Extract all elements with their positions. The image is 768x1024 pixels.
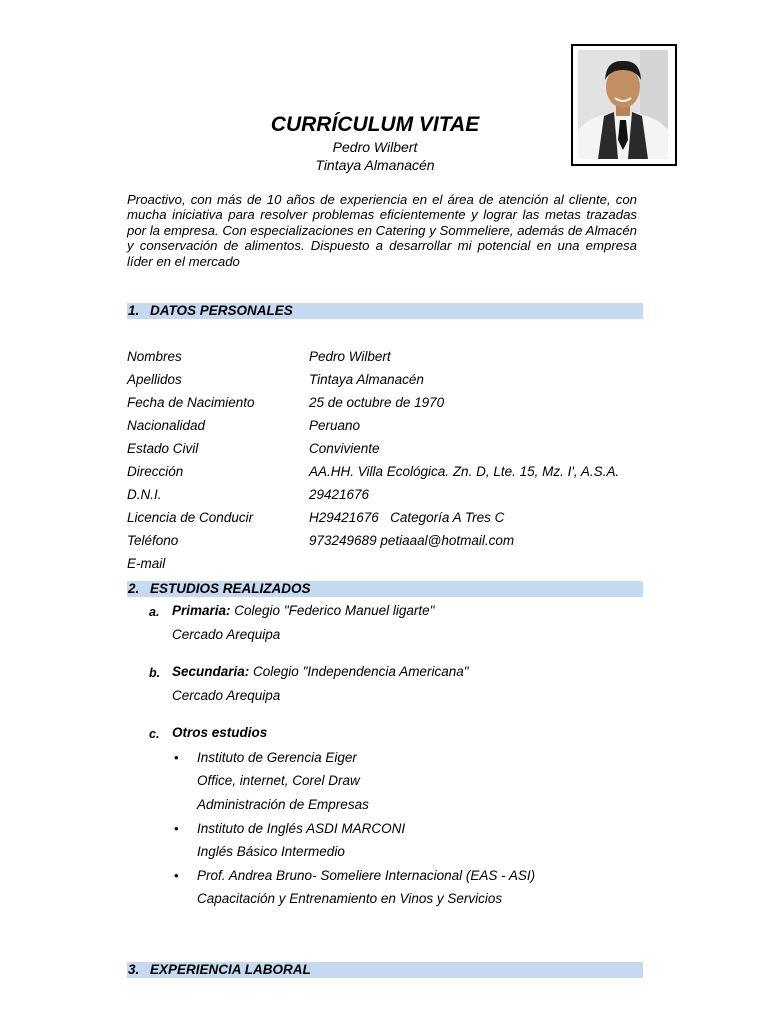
row-label: Licencia de Conducir bbox=[127, 510, 254, 525]
row-label: Nacionalidad bbox=[127, 418, 206, 433]
section-number: 3. bbox=[128, 962, 140, 977]
list-letter-c: c. bbox=[149, 727, 160, 741]
section-header-studies bbox=[127, 581, 643, 597]
bullet-icon: • bbox=[174, 868, 179, 883]
person-portrait-icon bbox=[578, 50, 668, 159]
study-secondary-place: Cercado Arequipa bbox=[172, 688, 281, 703]
section-header-personal bbox=[127, 303, 643, 319]
row-value: H29421676 Categoría A Tres C bbox=[309, 510, 505, 525]
row-label: Fecha de Nacimiento bbox=[127, 395, 255, 410]
row-label: Apellidos bbox=[127, 372, 182, 387]
row-value: Peruano bbox=[309, 418, 361, 433]
list-letter-b: b. bbox=[149, 666, 161, 680]
row-value: 973249689 petiaaal@hotmail.com bbox=[309, 533, 515, 548]
other-study-detail: Capacitación y Entrenamiento en Vinos y Servicios bbox=[197, 891, 503, 906]
header-first-names: Pedro Wilbert bbox=[332, 139, 418, 155]
header-last-names: Tintaya Almanacén bbox=[315, 157, 435, 173]
other-study-detail: Inglés Básico Intermedio bbox=[197, 844, 345, 859]
row-value: Tintaya Almanacén bbox=[309, 372, 424, 387]
other-study-name: Instituto de Inglés ASDI MARCONI bbox=[197, 821, 406, 836]
study-primary-place: Cercado Arequipa bbox=[172, 627, 281, 642]
row-value: 25 de octubre de 1970 bbox=[309, 395, 445, 410]
cv-title: CURRÍCULUM VITAE bbox=[270, 113, 480, 136]
row-value: Conviviente bbox=[309, 441, 380, 456]
other-studies-label: Otros estudios bbox=[172, 725, 268, 740]
study-school: Colegio "Independencia Americana" bbox=[249, 664, 469, 679]
study-school: Colegio "Federico Manuel ligarte" bbox=[230, 603, 435, 618]
study-level-label: Secundaria: bbox=[172, 664, 250, 679]
profile-photo bbox=[571, 44, 677, 166]
other-study-detail: Administración de Empresas bbox=[197, 797, 369, 812]
section-title: EXPERIENCIA LABORAL bbox=[150, 962, 311, 977]
row-label: D.N.I. bbox=[127, 487, 162, 502]
study-level-label: Primaria: bbox=[172, 603, 231, 618]
study-primary bbox=[172, 602, 434, 620]
bullet-icon: • bbox=[174, 821, 179, 836]
section-number: 1. bbox=[128, 303, 140, 318]
row-value: 29421676 bbox=[309, 487, 370, 502]
section-number: 2. bbox=[128, 581, 140, 596]
row-value: Pedro Wilbert bbox=[309, 349, 391, 364]
row-value: AA.HH. Villa Ecológica. Zn. D, Lte. 15, Mz. I', A.S.A. bbox=[309, 464, 620, 479]
row-label: Nombres bbox=[127, 349, 182, 364]
other-study-name: Instituto de Gerencia Eiger bbox=[197, 750, 357, 765]
row-label: Dirección bbox=[127, 464, 184, 479]
study-secondary bbox=[172, 663, 469, 681]
row-label: E-mail bbox=[127, 556, 166, 571]
other-study-name: Prof. Andrea Bruno- Someliere Internacional (EAS - ASI) bbox=[197, 868, 536, 883]
list-letter-a: a. bbox=[149, 605, 160, 619]
bullet-icon: • bbox=[174, 750, 179, 765]
other-study-detail: Office, internet, Corel Draw bbox=[197, 773, 360, 788]
row-label: Teléfono bbox=[127, 533, 179, 548]
section-title: ESTUDIOS REALIZADOS bbox=[150, 581, 311, 596]
row-label: Estado Civil bbox=[127, 441, 199, 456]
section-title: DATOS PERSONALES bbox=[150, 303, 293, 318]
section-header-experience bbox=[127, 962, 643, 978]
professional-summary: Proactivo, con más de 10 años de experiencia en el área de atención al cliente, con mucha iniciativa para resolver problemas eficientemente y lograr las metas trazadas por la empresa. Con especializaciones en Catering y Sommeliere, además de Almacén y conservación de alimentos. Dispuesto a desarrollar mi potencial en una empresa líder en el mercado bbox=[127, 192, 637, 269]
